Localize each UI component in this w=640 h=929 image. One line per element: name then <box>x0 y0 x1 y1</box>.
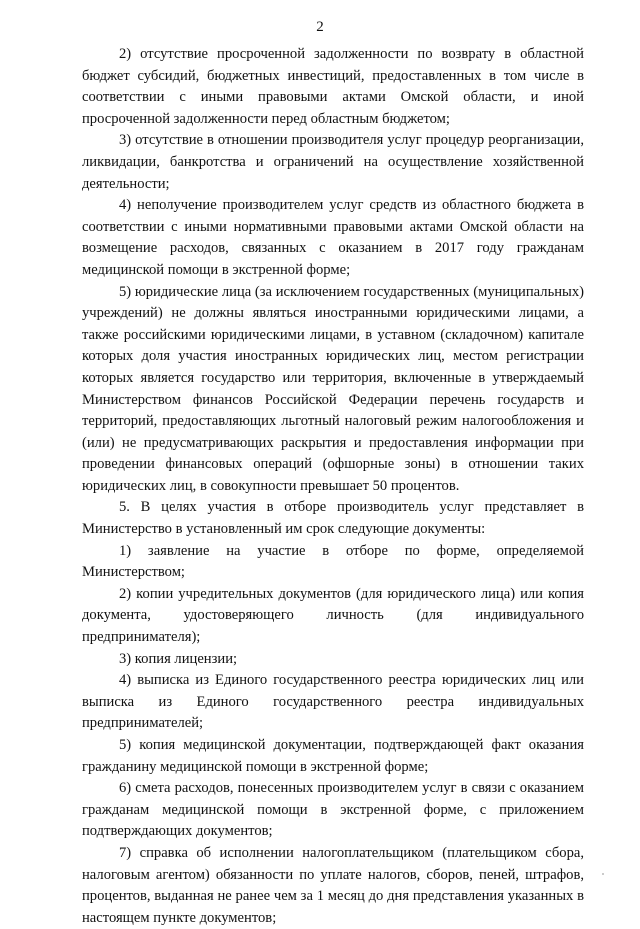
paragraph-item-2-no-overdue-debt: 2) отсутствие просроченной задолженности по возврату в областной бюджет субсидий, бюджетных инвестиций, предоставленных в том числе в соответствии с иными правовыми актами Омской области, и иной просроченной задолженности перед областным бюджетом; <box>82 46 584 127</box>
scan-speck <box>602 873 604 875</box>
paragraph-item-4-no-other-funds: 4) неполучение производителем услуг средств из областного бюджета в соответствии с иными нормативными правовыми актами Омской области на возмещение расходов, связанных с оказанием в 2017 году гражданам медицинской помощи в экстренной форме; <box>82 197 584 278</box>
page-number: 2 <box>316 19 324 35</box>
paragraph-item-3-no-reorganization: 3) отсутствие в отношении производителя услуг процедур реорганизации, ликвидации, банкротства и ограничений на осуществление хозяйственной деятельности; <box>82 132 584 192</box>
document-body <box>82 44 584 929</box>
paragraph-doc-1-application: 1) заявление на участие в отборе по форме, определяемой Министерством; <box>82 542 584 581</box>
paragraph-clause-5-intro: 5. В целях участия в отборе производитель услуг представляет в Министерство в установленный им срок следующие документы: <box>82 499 584 538</box>
paragraph-doc-6-cost-estimate: 6) смета расходов, понесенных производителем услуг в связи с оказанием гражданам медицинской помощи в экстренной форме, с приложением подтверждающих документов; <box>82 780 584 840</box>
paragraph-item-5-legal-entities: 5) юридические лица (за исключением государственных (муниципальных) учреждений) не должны являться иностранными юридическими лицами, а также российскими юридическими лицами, в уставном (складочном) капитале которых доля участия иностранных юридических лиц, местом регистрации которых является государство или территория, включенные в утверждаемый Министерством финансов Российской Федерации перечень государств и территорий, предоставляющих льготный налоговый режим налогообложения и (или) не предусматривающих раскрытия и предоставления информации при проведении финансовых операций (офшорные зоны) в отношении таких юридических лиц, в совокупности превышает 50 процентов. <box>82 283 584 494</box>
paragraph-doc-2-founding-documents: 2) копии учредительных документов (для юридического лица) или копия документа, удостоверяющего личность (для индивидуального предпринимателя); <box>82 585 584 646</box>
paragraph-doc-5-medical-records: 5) копия медицинской документации, подтверждающей факт оказания гражданину медицинской помощи в экстренной форме; <box>82 737 584 775</box>
paragraph-doc-7-tax-certificate: 7) справка об исполнении налогоплательщиком (плательщиком сбора, налоговым агентом) обязанности по уплате налогов, сборов, пеней, штрафов, процентов, выданная не ранее чем за 1 месяц до дня представления указанных в настоящем пункте документов; <box>82 844 584 926</box>
paragraph-doc-3-license: 3) копия лицензии; <box>119 650 238 667</box>
paragraph-doc-4-registry-extract: 4) выписка из Единого государственного реестра юридических лиц или выписка из Единого государственного реестра индивидуальных предпринимателей; <box>82 672 584 732</box>
